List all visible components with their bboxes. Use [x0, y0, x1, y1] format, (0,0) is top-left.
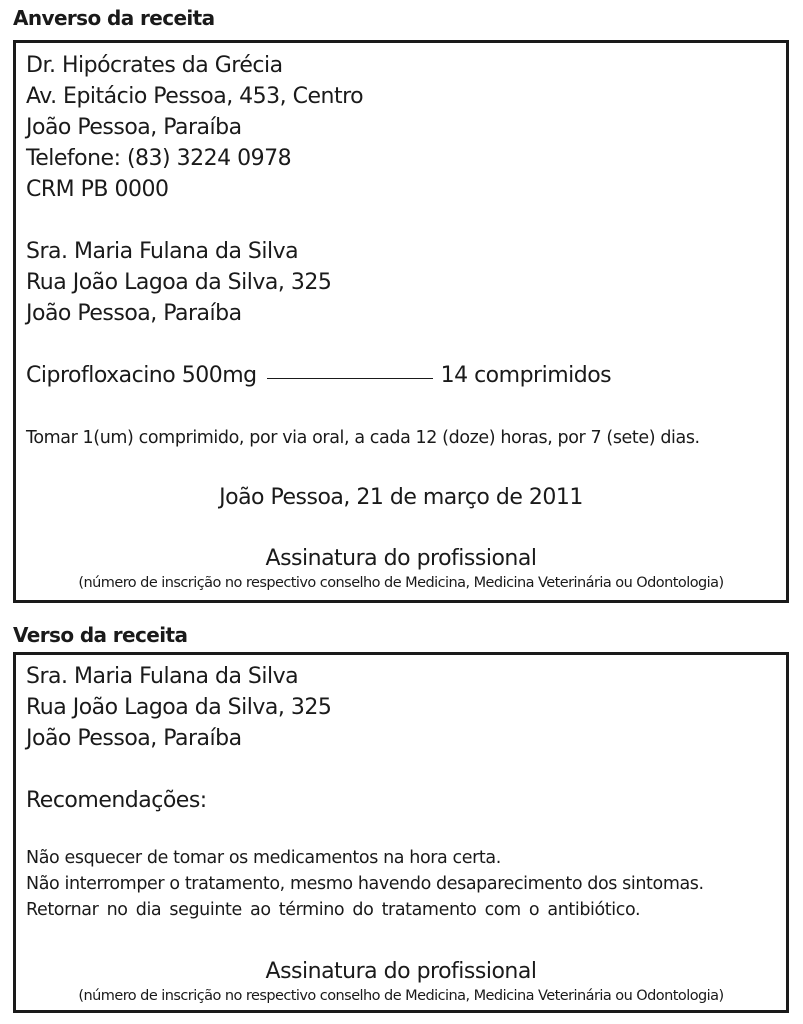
signature-note: (número de inscrição no respectivo conselho de Medicina, Medicina Veterinária ou Odontologia)	[78, 575, 724, 591]
prescription-front	[13, 40, 789, 603]
doctor-crm: CRM PB 0000	[26, 177, 169, 202]
doctor-name: Dr. Hipócrates da Grécia	[26, 53, 283, 78]
back-signature-label: Assinatura do profissional	[265, 959, 537, 984]
doctor-phone: Telefone: (83) 3224 0978	[26, 146, 292, 171]
recommendations-title: Recomendações:	[26, 788, 207, 813]
medication-quantity: 14 comprimidos	[440, 363, 612, 388]
medication-line	[26, 365, 611, 387]
patient-name: Sra. Maria Fulana da Silva	[26, 239, 299, 264]
dosage-instructions: Tomar 1(um) comprimido, por via oral, a cada 12 (doze) horas, por 7 (sete) dias.	[26, 428, 700, 448]
prescription-date: João Pessoa, 21 de março de 2011	[219, 485, 583, 510]
back-patient-address: Rua João Lagoa da Silva, 325	[26, 695, 332, 720]
prescription-back	[13, 652, 789, 1013]
recommendation-item: Não interromper o tratamento, mesmo havendo desaparecimento dos sintomas.	[26, 874, 704, 894]
doctor-city: João Pessoa, Paraíba	[26, 115, 242, 140]
back-patient-name: Sra. Maria Fulana da Silva	[26, 664, 299, 689]
front-heading: Anverso da receita	[13, 6, 215, 30]
patient-address: Rua João Lagoa da Silva, 325	[26, 270, 332, 295]
back-heading: Verso da receita	[13, 623, 188, 647]
patient-city: João Pessoa, Paraíba	[26, 301, 242, 326]
back-signature-note: (número de inscrição no respectivo conselho de Medicina, Medicina Veterinária ou Odontologia)	[78, 988, 724, 1004]
medication-name: Ciprofloxacino 500mg	[26, 363, 257, 388]
back-patient-city: João Pessoa, Paraíba	[26, 726, 242, 751]
signature-label: Assinatura do profissional	[265, 546, 537, 571]
blank-line	[267, 377, 433, 379]
recommendation-item: Não esquecer de tomar os medicamentos na hora certa.	[26, 848, 501, 868]
recommendation-item: Retornar no dia seguinte ao término do tratamento com o antibiótico.	[26, 900, 641, 920]
doctor-address: Av. Epitácio Pessoa, 453, Centro	[26, 84, 364, 109]
